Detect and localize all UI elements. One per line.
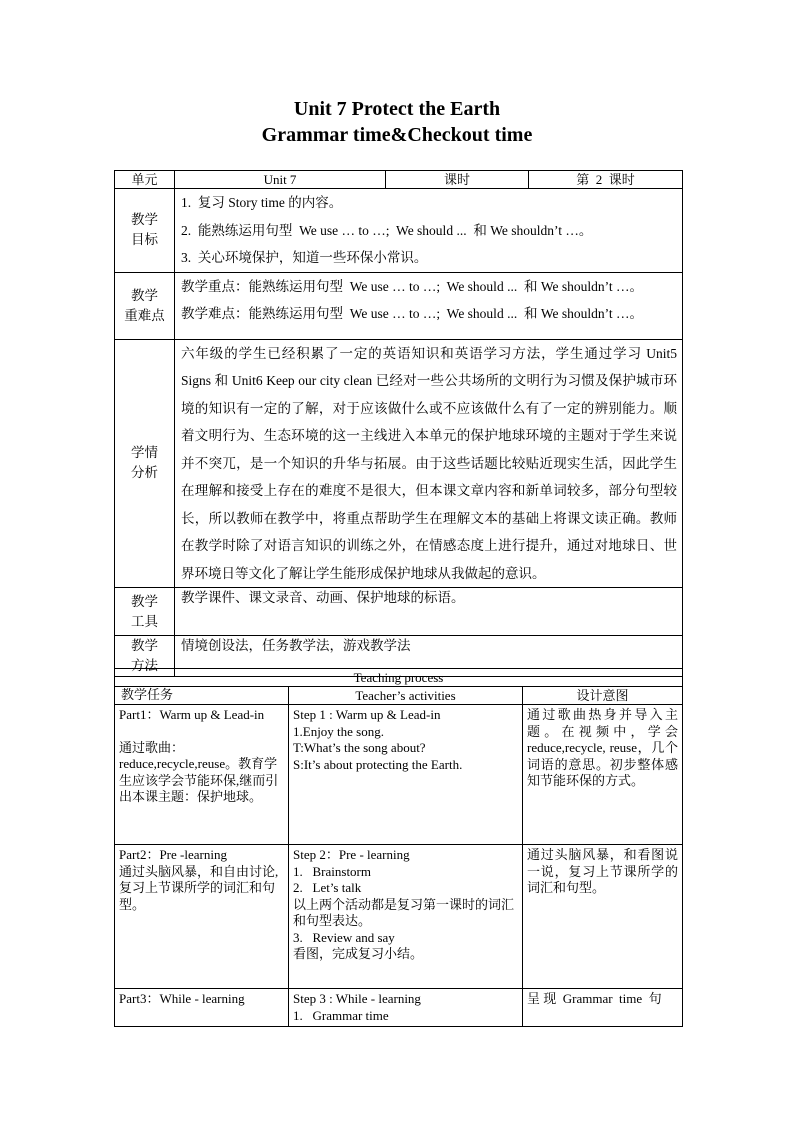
methods-text: 情境创设法，任务教学法，游戏教学法 [181, 638, 411, 653]
objective-item: 3. 关心环境保护，知道一些环保小常识。 [181, 250, 428, 265]
intent-cell: 通过歌曲热身并导入主题。在视频中，学会 reduce,recycle, reuse，几个词语的意思。初步整体感知节能环保的方式。 [523, 705, 683, 845]
activities-cell: Step 3 : While - learning 1. Grammar time [289, 989, 523, 1027]
process-row-3 [115, 989, 683, 1027]
tools-row [115, 588, 683, 636]
key-point-item: 教学重点：能熟练运用句型 We use … to …; We should ... 和 We shouldn’t …。 [181, 278, 643, 294]
col-activities-header: Teacher’s activities [289, 687, 523, 705]
analysis-label-text: 学情 分析 [131, 445, 158, 481]
process-row-1 [115, 705, 683, 845]
activities-cell: Step 2：Pre - learning 1. Brainstorm 2. Let’s talk 以上两个活动都是复习第一课时的词汇和句型表达。 3. Review and say 看图，完成复习小结。 [289, 845, 523, 989]
analysis-label [115, 339, 175, 588]
key-points-content [175, 272, 683, 339]
activities-cell: Step 1 : Warm up & Lead-in 1.Enjoy the song. T:What’s the song about? S:It’s about protecting the Earth. [289, 705, 523, 845]
col-intent-header: 设计意图 [523, 687, 683, 705]
period-value: 第 2 课时 [529, 171, 683, 189]
intent-cell: 通过头脑风暴，和看图说一说，复习上节课所学的词汇和句型。 [523, 845, 683, 989]
teaching-process-table [114, 668, 683, 1027]
analysis-text: 六年级的学生已经积累了一定的英语知识和英语学习方法，学生通过学习 Unit5 Signs 和 Unit6 Keep our city clean 已经对一些公共场所的文明行为习惯及保护城市环境的知识有一定的了解，对于应该做什么或不应该做什么有了一定的辨别能力。顺着文明行为、生态环境的这一主线进入本单元的保护地球环境的主题对于学生来说并不突兀，是一个知识的升华与拓展。由于这些话题比较贴近现实生活，因此学生在理解和接受上存在的难度不是很大，但本课文章内容和新单词较多，部分句型较长，所以教师在教学中，将重点帮助学生在理解文本的基础上将课文读正确。教师在教学时除了对语言知识的训练之外，在情感态度上进行提升，通过对地球日、世界环境日等文化了解让学生能形成保护地球从我做起的意识。 [181, 345, 677, 581]
process-title: Teaching process [115, 669, 683, 687]
period-label: 课时 [386, 171, 529, 189]
process-header-row [115, 687, 683, 705]
task-title: Part1：Warm up & Lead-in [119, 707, 265, 722]
task-cell [115, 705, 289, 845]
task-cell [115, 845, 289, 989]
analysis-row [115, 339, 683, 588]
process-title-row [115, 669, 683, 687]
header-row [115, 171, 683, 189]
unit-label: 单元 [115, 171, 175, 189]
task-body: 通过头脑风暴，和自由讨论,复习上节课所学的词汇和句型。 [119, 863, 279, 912]
title-line-2: Grammar time&Checkout time [261, 124, 533, 146]
key-points-row [115, 272, 683, 339]
tools-content [175, 588, 683, 636]
col-task-header: 教学任务 [115, 687, 289, 705]
task-title: Part3：While - learning [119, 991, 245, 1006]
objectives-content [175, 189, 683, 273]
lesson-info-table [114, 170, 683, 677]
objective-item: 1. 复习 Story time 的内容。 [181, 195, 343, 210]
key-points-label-text: 教学 重难点 [124, 287, 165, 323]
key-points-label [115, 272, 175, 339]
tools-label [115, 588, 175, 636]
objectives-row [115, 189, 683, 273]
intent-cell: 呈 现 Grammar time 句 [523, 989, 683, 1027]
objectives-label [115, 189, 175, 273]
task-title: Part2：Pre -learning [119, 847, 227, 862]
process-row-2 [115, 845, 683, 989]
task-cell [115, 989, 289, 1027]
methods-label-text: 教学 方法 [131, 638, 158, 673]
objective-item: 2. 能熟练运用句型 We use … to …; We should ... 和 We shouldn’t …。 [181, 222, 593, 238]
analysis-content [175, 339, 683, 588]
tools-label-text: 教学 工具 [131, 593, 158, 629]
key-point-item: 教学难点：能熟练运用句型 We use … to …; We should ... 和 We shouldn’t …。 [181, 306, 643, 321]
objectives-label-text: 教学 目标 [131, 212, 158, 248]
task-body: 通过歌曲： reduce,recycle,reuse。教育学生应该学会节能环保,继而引出本课主题：保护地球。 [119, 739, 279, 804]
unit-value: Unit 7 [175, 171, 386, 189]
tools-text: 教学课件、课文录音、动画、保护地球的标语。 [181, 590, 465, 605]
title-line-1: Unit 7 Protect the Earth [293, 98, 501, 120]
